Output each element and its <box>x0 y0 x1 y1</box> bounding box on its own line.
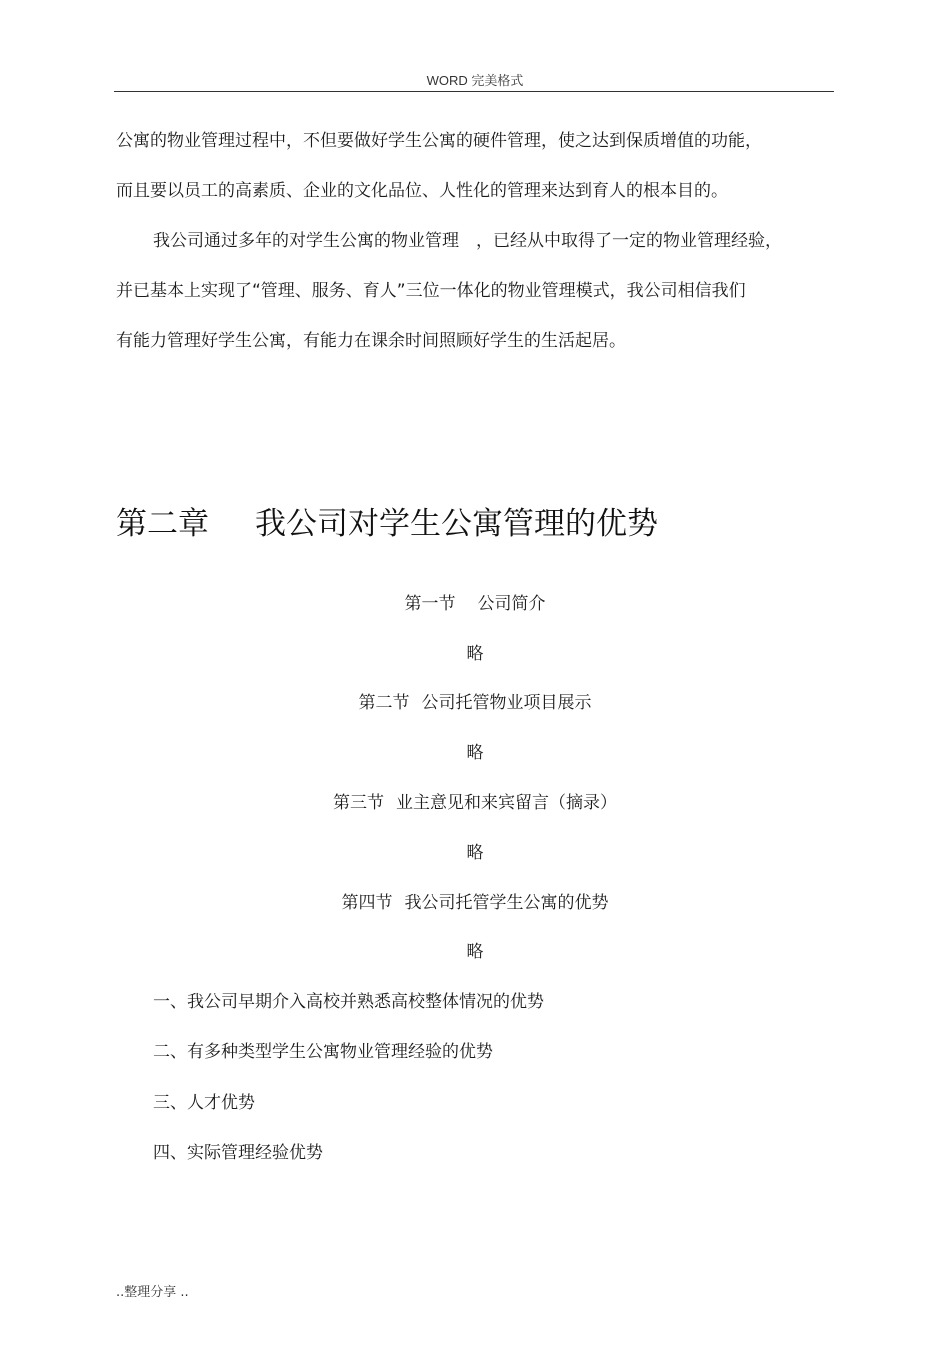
section-title: 我公司托管学生公寓的优势 <box>404 893 609 913</box>
list-item: 二、有多种类型学生公寓物业管理经验的优势 <box>153 1042 493 1062</box>
section-title: 公司简介 <box>477 594 546 614</box>
section-body-4: 略 <box>466 942 484 962</box>
list-item: 四、实际管理经验优势 <box>153 1143 323 1163</box>
list-item: 一、我公司早期介入高校并熟悉高校整体情况的优势 <box>153 992 544 1012</box>
section-body-2: 略 <box>466 743 484 763</box>
section-number: 第三节 <box>333 793 384 813</box>
section-heading-3 <box>0 791 950 815</box>
intro-line-2: 而且要以员工的高素质、企业的文化品位、人性化的管理来达到育人的根本目的。 <box>116 181 728 201</box>
intro-line-3: 我公司通过多年的对学生公寓的物业管理 ，已经从中取得了一定的物业管理经验， <box>153 231 782 251</box>
chapter-heading <box>116 502 658 546</box>
section-body-3: 略 <box>466 843 484 863</box>
intro-line-4: 并已基本上实现了“管理、服务、育人”三位一体化的物业管理模式，我公司相信我们 <box>116 281 746 301</box>
chapter-title: 我公司对学生公寓管理的优势 <box>255 506 658 542</box>
intro-line-5: 有能力管理好学生公寓，有能力在课余时间照顾好学生的生活起居。 <box>116 331 626 351</box>
section-number: 第一节 <box>404 594 456 614</box>
section-body-1: 略 <box>466 644 484 664</box>
page-footer: ..整理分享 .. <box>116 1285 189 1300</box>
intro-line-1: 公寓的物业管理过程中，不但要做好学生公寓的硬件管理，使之达到保质增值的功能， <box>116 131 762 151</box>
section-title: 业主意见和来宾留言（摘录） <box>396 793 617 813</box>
list-item: 三、人才优势 <box>153 1093 255 1113</box>
section-heading-4 <box>0 891 950 915</box>
section-heading-1 <box>0 592 950 616</box>
section-number: 第四节 <box>341 893 393 913</box>
section-title: 公司托管物业项目展示 <box>421 693 592 713</box>
section-number: 第二节 <box>358 693 410 713</box>
section-heading-2 <box>0 691 950 715</box>
page-header: WORD 完美格式 <box>426 73 524 88</box>
chapter-number: 第二章 <box>116 506 209 542</box>
header-divider <box>114 91 834 92</box>
